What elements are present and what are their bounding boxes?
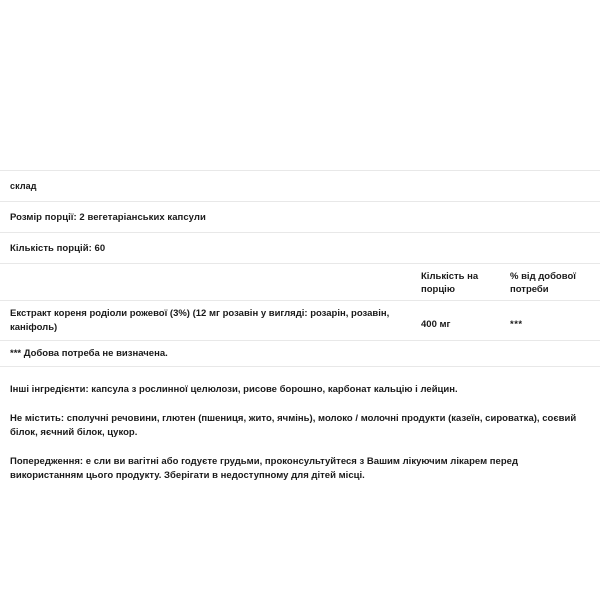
other-ingredients-note: Інші інгредієнти: капсула з рослинної целюлози, рисове борошно, карбонат кальцію і лейцин. [10, 384, 458, 395]
column-header-percent-daily-value: % від добової потреби [510, 271, 576, 295]
supplement-facts-title-row [0, 171, 600, 202]
top-spacer [0, 0, 600, 170]
supplement-facts-title: склад [10, 181, 37, 191]
ingredient-amount: 400 мг [421, 319, 451, 330]
ingredient-daily-value: *** [510, 319, 523, 330]
servings-per-container-row [0, 233, 600, 264]
table-row [0, 301, 600, 341]
warning-note: Попередження: е сли ви вагітні або годуєте грудьми, проконсультуйтеся з Вашим лікуючим лікарем перед використанням цього продукту. Зберігати в недоступному для дітей місці. [10, 455, 519, 481]
table-column-header-row [0, 264, 600, 301]
free-from-note: Не містить: сполучні речовини, глютен (пшениця, жито, ячмінь), молоко / молочні продукти (казеїн, сироватка), соєвий білок, яєчний білок, цукор. [10, 412, 577, 438]
daily-value-footnote-row [0, 341, 600, 367]
daily-value-footnote: *** Добова потреба не визначена. [10, 348, 168, 359]
notes-section [0, 367, 600, 484]
supplement-facts-table [0, 170, 600, 367]
serving-size-text: Розмір порції: 2 вегетаріанських капсули [10, 212, 206, 223]
column-header-amount-per-serving: Кількість на порцію [421, 271, 479, 295]
servings-per-container-text: Кількість порцій: 60 [10, 243, 106, 254]
ingredient-name: Екстракт кореня родіоли рожевої (3%) (12 мг розавін у вигляді: розарін, розавін, каніфоль) [10, 308, 390, 333]
serving-size-row [0, 202, 600, 233]
